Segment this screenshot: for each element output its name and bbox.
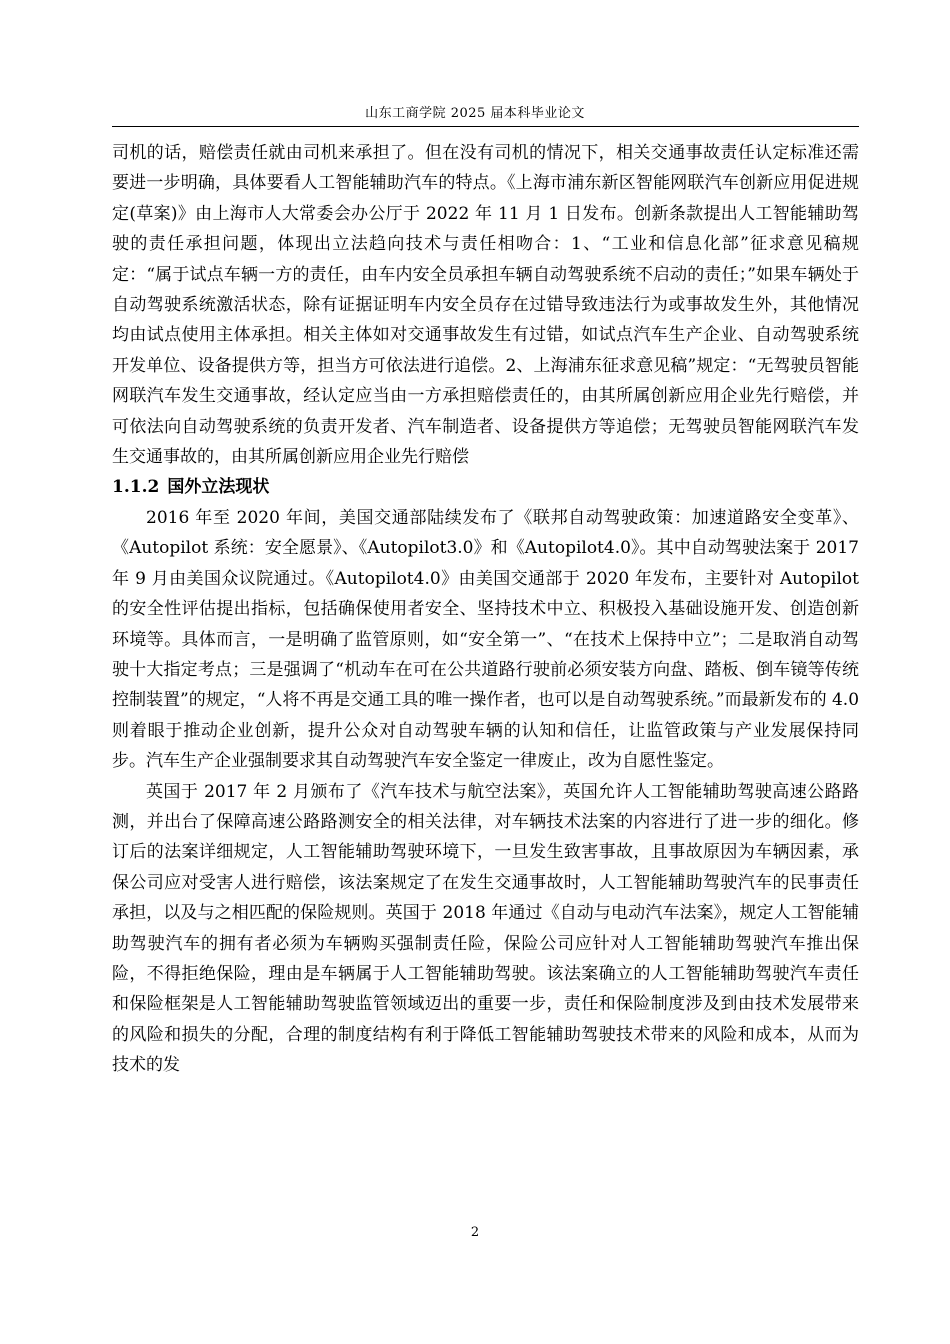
header-divider <box>112 126 859 127</box>
section-heading <box>112 472 859 502</box>
paragraph-uk-legislation: 英国于 2017 年 2 月颁布了《汽车技术与航空法案》，英国允许人工智能辅助驾驶高速公路路测，并出台了保障高速公路路测安全的相关法律，对车辆技术法案的内容进行了进一步的细化。修订后的法案详细规定，人工智能辅助驾驶环境下，一旦发生致害事故，且事故原因为车辆因素，承保公司应对受害人进行赔偿，该法案规定了在发生交通事故时，人工智能辅助驾驶汽车的民事责任承担，以及与之相匹配的保险规则。英国于 2018 年通过《自动与电动汽车法案》，规定人工智能辅助驾驶汽车的拥有者必须为车辆购买强制责任险，保险公司应针对人工智能辅助驾驶汽车推出保险，不得拒绝保险，理由是车辆属于人工智能辅助驾驶。该法案确立的人工智能辅助驾驶汽车责任和保险框架是人工智能辅助驾驶监管领域迈出的重要一步，责任和保险制度涉及到由技术发展带来的风险和损失的分配，合理的制度结构有利于降低工智能辅助驾驶技术带来的风险和成本，从而为技术的发 <box>112 781 859 1076</box>
section-number: 1.1.2 <box>112 477 160 498</box>
paragraph-liability-china: 司机的话，赔偿责任就由司机来承担了。但在没有司机的情况下，相关交通事故责任认定标准还需要进一步明确，具体要看人工智能辅助汽车的特点。《上海市浦东新区智能网联汽车创新应用促进规定(草案)》由上海市人大常委会办公厅于 2022 年 11 月 1 日发布。创新条款提出人工智能辅助驾驶的责任承担问题，体现出立法趋向技术与责任相吻合：1、“工业和信息化部”征求意见稿规定：“属于试点车辆一方的责任，由车内安全员承担车辆自动驾驶系统不启动的责任；”如果车辆处于自动驾驶系统激活状态，除有证据证明车内安全员存在过错导致违法行为或事故发生外，其他情况均由试点使用主体承担。相关主体如对交通事故发生有过错，如试点汽车生产企业、自动驾驶系统开发单位、设备提供方等，担当方可依法进行追偿。2、上海浦东征求意见稿”规定：“无驾驶员智能网联汽车发生交通事故，经认定应当由一方承担赔偿责任的，由其所属创新应用企业先行赔偿，并可依法向自动驾驶系统的负责开发者、汽车制造者、设备提供方等追偿；无驾驶员智能网联汽车发生交通事故的，由其所属创新应用企业先行赔偿 <box>112 143 859 468</box>
paragraph-usa-legislation: 2016 年至 2020 年间，美国交通部陆续发布了《联邦自动驾驶政策：加速道路安全变革》、《Autopilot 系统：安全愿景》、《Autopilot3.0》和《Autopilot4.0》。其中自动驾驶法案于 2017 年 9 月由美国众议院通过。《Autopilot4.0》由美国交通部于 2020 年发布，主要针对 Autopilot 的安全性评估提出指标，包括确保使用者安全、坚持技术中立、积极投入基础设施开发、创造创新环境等。具体而言，一是明确了监管原则，如“安全第一”、“在技术上保持中立”；二是取消自动驾驶十大指定考点；三是强调了“机动车在可在公共道路行驶前必须安装方向盘、踏板、倒车镜等传统控制装置”的规定，“人将不再是交通工具的唯一操作者，也可以是自动驾驶系统。”而最新发布的 4.0 则着眼于推动企业创新，提升公众对自动驾驶车辆的认知和信任，让监管政策与产业发展保持同步。汽车生产企业强制要求其自动驾驶汽车安全鉴定一律废止，改为自愿性鉴定。 <box>112 507 860 772</box>
body-text <box>112 138 859 1081</box>
running-header: 山东工商学院 2025 届本科毕业论文 <box>365 106 585 121</box>
section-title: 国外立法现状 <box>167 477 270 498</box>
page-number: 2 <box>470 1225 480 1240</box>
